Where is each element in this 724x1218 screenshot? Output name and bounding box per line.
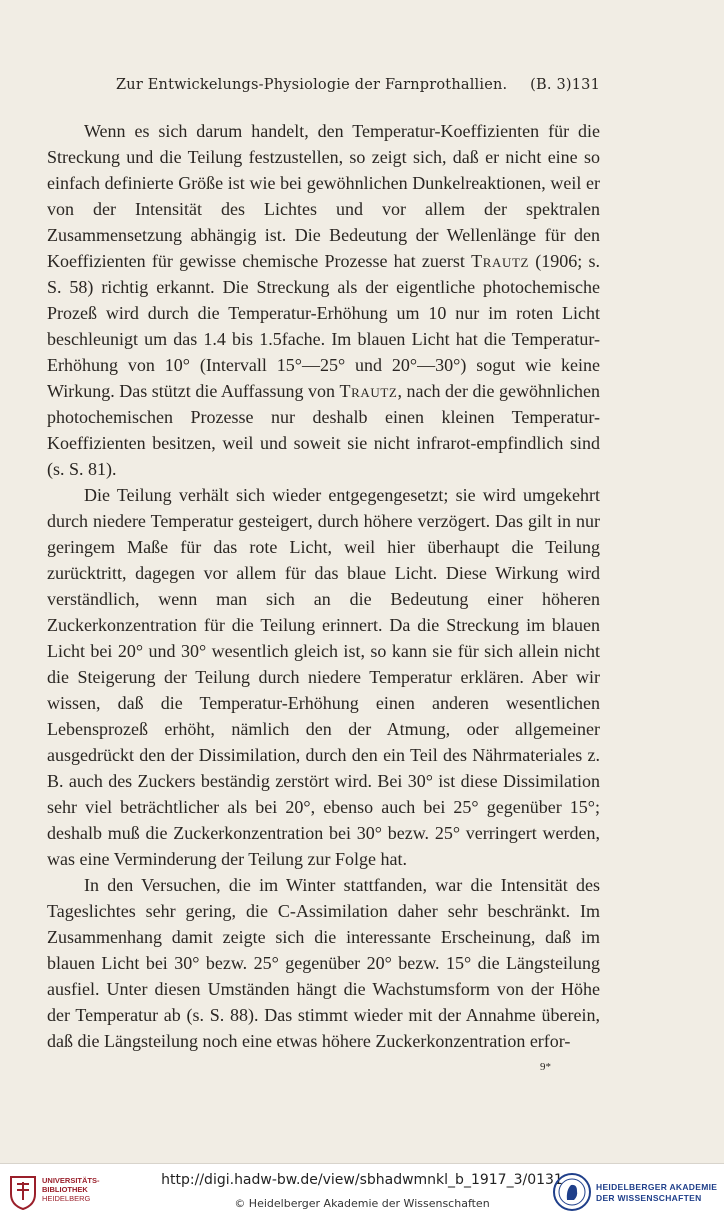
page-number: 131: [571, 77, 600, 93]
academy-logo[interactable]: [552, 1172, 718, 1214]
academy-line: DER WISSENSCHAFTEN: [596, 1193, 702, 1203]
author-name: Trautz: [339, 381, 398, 401]
author-name: Trautz: [471, 251, 530, 271]
section-mark: (B. 3): [530, 77, 572, 93]
paragraph: Wenn es sich darum handelt, den Temperatur-Koeffizienten für die Streckung und die Teilung festzustellen, so zeigt sich, daß er nicht eine so einfach definierte Größe ist wie bei gewöhnlichen Dunkelreaktionen, weil er von der Intensität des Lichtes und vor allem der spektralen Zusammensetzung abhängig ist. Die Bedeutung der Wellenlänge für den Koeffizienten für gewisse chemische Prozesse hat zuerst Trautz (1906; s. S. 58) richtig erkannt. Die Streckung als der eigentliche photochemische Prozeß wird durch die Temperatur-Erhöhung um 10 nur im roten Licht beschleunigt um das 1.4 bis 1.5fache. Im blauen Licht hat die Temperatur-Erhöhung von 10° (Intervall 15°—25° und 20°—30°) sogut wie keine Wirkung. Das stützt die Auffassung von Trautz, nach der die gewöhnlichen photochemischen Prozesse nur deshalb einen kleinen Temperatur-Koeffizienten besitzen, weil und soweit sie nicht infrarot-empfindlich sind (s. S. 81).: [47, 121, 601, 479]
library-line: UNIVERSITÄTS-: [42, 1176, 100, 1185]
body-text: [47, 118, 600, 1054]
library-line: BIBLIOTHEK: [42, 1185, 88, 1194]
permalink-url[interactable]: http://digi.hadw-bw.de/view/sbhadwmnkl_b_1917_3/0131: [161, 1172, 563, 1188]
paragraph: In den Versuchen, die im Winter stattfanden, war die Intensität des Tageslichtes sehr gering, die C-Assimilation daher sehr beschränkt. Im Zusammenhang damit zeigte sich die interessante Erscheinung, daß im blauen Licht bei 30° bezw. 25° gegenüber 20° bezw. 15° die Längsteilung ausfiel. Unter diesen Umständen hängt die Wachstumsform von der Höhe der Temperatur ab (s. S. 88). Das stimmt wieder mit der Annahme überein, daß die Längsteilung noch eine etwas höhere Zuckerkonzentration erfor-: [47, 875, 600, 1051]
running-title: Zur Entwickelungs-Physiologie der Farnprothallien.: [116, 77, 508, 93]
academy-line: HEIDELBERGER AKADEMIE: [596, 1182, 718, 1192]
library-line: HEIDELBERG: [42, 1194, 91, 1203]
academy-seal-icon: [552, 1172, 592, 1212]
footer-bar: [0, 1163, 724, 1218]
running-head: [116, 77, 600, 93]
paragraph: Die Teilung verhält sich wieder entgegengesetzt; sie wird umgekehrt durch niedere Temperatur gesteigert, durch höhere verzögert. Das gilt in nur geringem Maße für das rote Licht, weil hier überhaupt die Teilung zurücktritt, dagegen vor allem für das blaue Licht. Diese Wirkung wird verständlich, wenn man sich an die Bedeutung einer höheren Zuckerkonzentration für die Teilung erinnert. Da die Streckung im blauen Licht bei 20° und 30° wesentlich gleich ist, so kann sie für sich allein nicht die Steigerung der Teilung durch niedere Temperatur erklären. Aber wir wissen, daß die Temperatur-Erhöhung einen anderen wesentlichen Lebensprozeß erhöht, nämlich den der Atmung, oder allgemeiner ausgedrückt den der Dissimilation, durch den ein Teil des Nährmateriales z. B. auch des Zuckers beständig zerstört wird. Bei 30° ist diese Dissimilation sehr viel beträchtlicher als bei 20°, ebenso auch bei 25° gegenüber 15°; deshalb muß die Zuckerkonzentration bei 30° bezw. 25° verringert werden, was eine Verminderung der Teilung zur Folge hat.: [47, 485, 600, 869]
copyright-text: © Heidelberger Akademie der Wissenschaften: [234, 1197, 490, 1210]
signature-mark: 9*: [540, 1061, 551, 1073]
